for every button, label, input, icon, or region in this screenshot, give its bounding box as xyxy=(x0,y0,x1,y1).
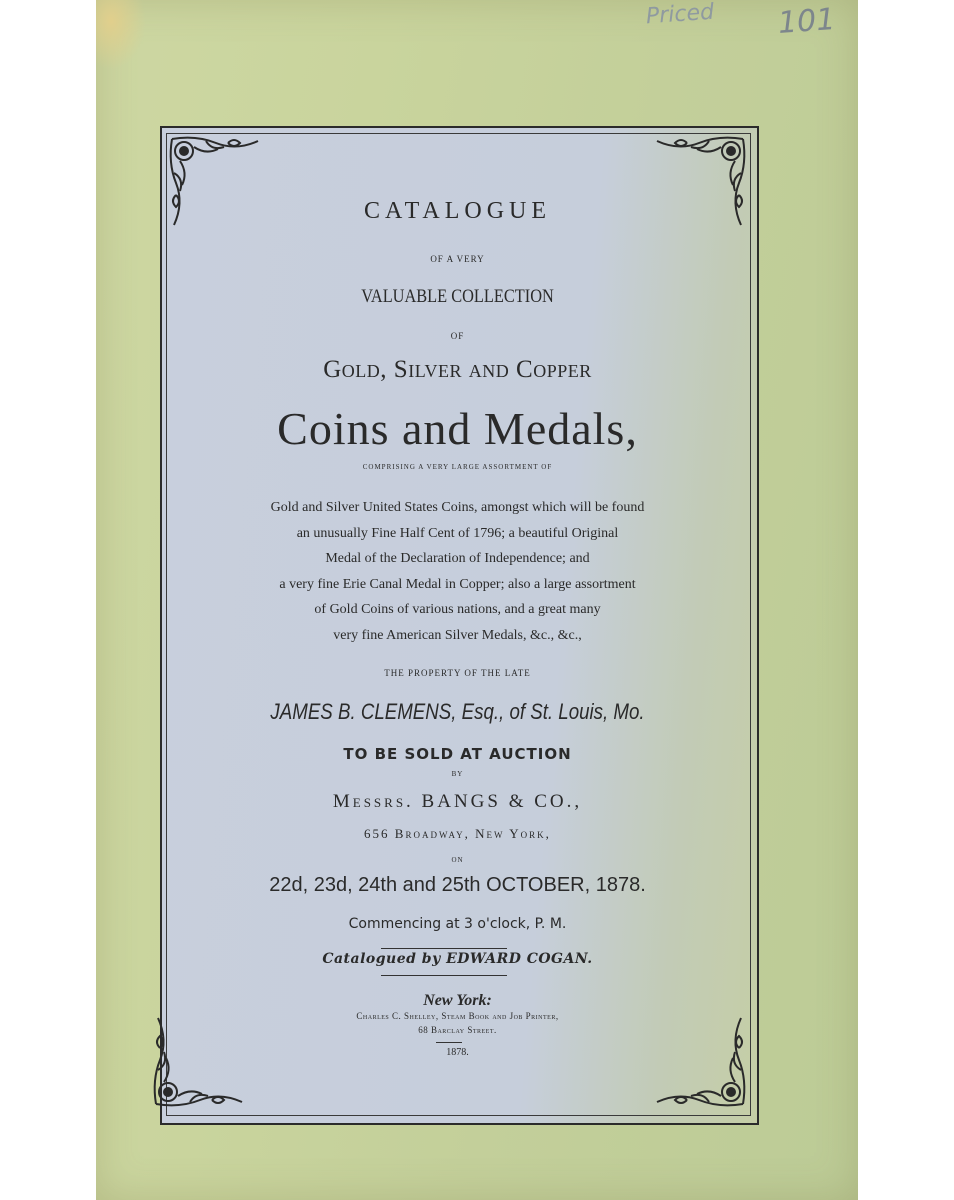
description-line: Gold and Silver United States Coins, amongst which will be found xyxy=(270,500,645,515)
description-line: a very fine Erie Canal Medal in Copper; also a large assortment xyxy=(279,576,636,592)
cover-stain xyxy=(96,0,146,70)
sale-dates: 22d, 23d, 24th and 25th OCTOBER, 1878. xyxy=(269,874,646,896)
comprising-line: COMPRISING A VERY LARGE ASSORTMENT OF xyxy=(362,463,553,471)
description-line: very fine American Silver Medals, &c., &c., xyxy=(333,627,582,643)
auctioneer-name: Messrs. BANGS & CO., xyxy=(332,791,583,812)
divider-rule xyxy=(381,948,507,949)
owner-name: JAMES B. CLEMENS, Esq., of St. Louis, Mo. xyxy=(270,699,645,724)
divider-rule xyxy=(381,975,507,976)
sold-at-auction-line: TO BE SOLD AT AUCTION xyxy=(343,745,572,763)
metals-line: Gold, Silver and Copper xyxy=(323,356,592,383)
pencil-note-number: 101 xyxy=(776,2,837,41)
of-line: OF xyxy=(450,331,465,341)
printer-line: Charles C. Shelley, Steam Book and Job Printer, xyxy=(356,1011,559,1021)
by-line: BY xyxy=(451,770,464,778)
collection-description xyxy=(166,495,749,648)
pencil-note-priced: Priced xyxy=(645,0,715,30)
of-a-very-line: OF A VERY xyxy=(430,254,485,264)
valuable-collection-line: VALUABLE COLLECTION xyxy=(361,286,554,307)
property-of-line: THE PROPERTY OF THE LATE xyxy=(384,668,531,678)
imprint-year: 1878. xyxy=(446,1047,469,1058)
on-line: ON xyxy=(451,856,464,864)
auctioneer-address: 656 Broadway, New York, xyxy=(364,826,551,841)
coins-and-medals-title: Coins and Medals, xyxy=(277,403,638,454)
printer-street: 68 Barclay Street. xyxy=(418,1025,497,1035)
description-line: Medal of the Declaration of Independence; and xyxy=(325,551,590,566)
description-line: an unusually Fine Half Cent of 1796; a beautiful Original xyxy=(296,525,619,541)
commencing-time: Commencing at 3 o'clock, P. M. xyxy=(348,916,567,932)
catalogue-heading: CATALOGUE xyxy=(363,198,552,224)
imprint-city: New York: xyxy=(423,992,492,1009)
description-line: of Gold Coins of various nations, and a great many xyxy=(314,602,601,617)
divider-rule xyxy=(436,1042,462,1043)
catalogued-by-line: Catalogued by EDWARD COGAN. xyxy=(322,951,593,967)
